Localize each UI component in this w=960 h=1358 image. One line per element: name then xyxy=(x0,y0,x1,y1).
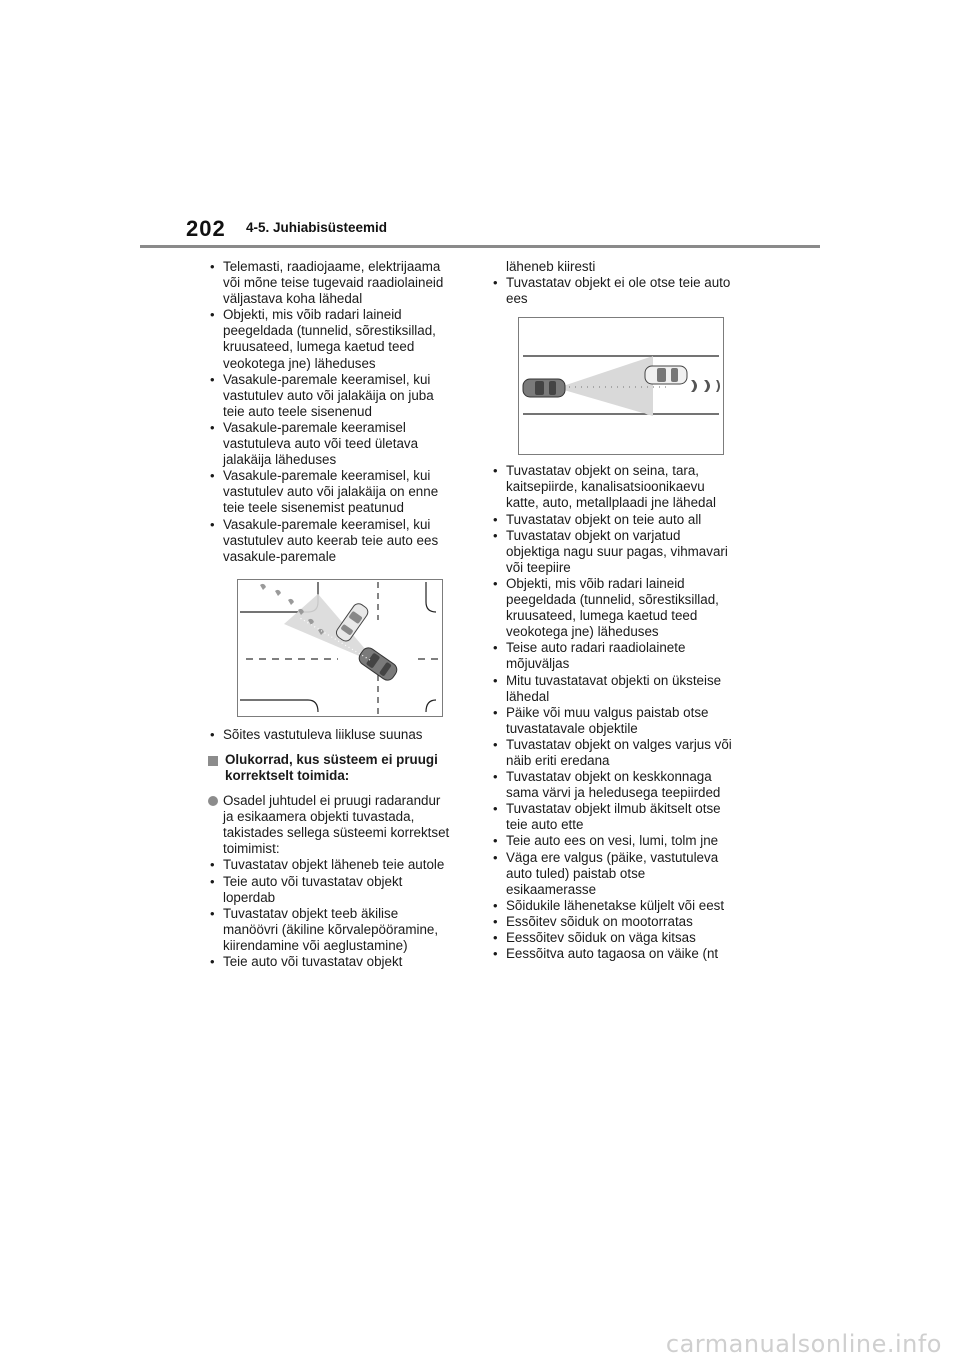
page-number: 202 xyxy=(186,216,226,241)
bullet-text-line: lähedal xyxy=(506,688,550,704)
bullet-text-line: • Tuvastatav objekt on keskkonnaga xyxy=(506,769,712,785)
bullet-item xyxy=(491,259,753,275)
bullet-text-line: veokotega jne) läheduses xyxy=(223,355,376,371)
bullet-text-line: peegeldada (tunnelid, sõrestiksillad, xyxy=(223,323,436,339)
circle-marker-icon xyxy=(208,796,218,806)
bullet-text-line: • Tuvastatav objekt on varjatud xyxy=(506,527,681,543)
bullet-item xyxy=(491,930,753,946)
bullet-item xyxy=(491,914,753,930)
right-column xyxy=(491,259,753,962)
bullet-text-line: • Tuvastatav objekt on valges varjus või xyxy=(506,736,732,752)
bullet-text-line: • Eessõitev sõiduk on väga kitsas xyxy=(506,930,696,945)
bullet-text-line: • Sõidukile lähenetakse küljelt või eest xyxy=(506,897,725,913)
bullet-text-line: • Vasakule-paremale keeramisel, kui xyxy=(223,371,431,387)
bullet-text-line: või mõne teise tugevaid raadiolaineid xyxy=(223,275,444,291)
watermark: carmanualsonline.info xyxy=(665,1330,942,1358)
bullet-text-line: vasakule-paremale xyxy=(223,548,337,564)
text-line: Osadel juhtudel ei pruugi radarandur xyxy=(223,793,441,809)
bullet-text-line: sama värvi ja heledusega teepiirded xyxy=(506,785,721,801)
square-marker-icon xyxy=(208,756,218,766)
bullet-text-line: veokotega jne) läheduses xyxy=(506,624,659,640)
left-bullet-list-bottom xyxy=(208,857,470,970)
bullet-text-line: • Tuvastatav objekt on seina, tara, xyxy=(506,463,700,479)
text-line: Olukorrad, kus süsteem ei pruugi xyxy=(225,751,438,767)
bullet-text-line: • Eessõitva auto tagaosa on väike (nt xyxy=(506,946,719,962)
bullet-text-line: vastutulev auto keerab teie auto ees xyxy=(223,532,439,548)
text-line: toimimist: xyxy=(223,841,280,857)
bullet-text-line: näib eriti eredana xyxy=(506,752,610,768)
bullet-text-line: teie auto ette xyxy=(506,817,584,833)
bullet-text-line: vastutuleva auto või teed ületava xyxy=(223,436,419,452)
bullet-text-line: esikaamerasse xyxy=(506,881,597,897)
bullet-item xyxy=(208,727,470,743)
bullet-text-line: katte, auto, metallplaadi jne lähedal xyxy=(506,495,716,511)
bullet-text-line: vastutulev auto või jalakäija on juba xyxy=(223,387,434,403)
left-bullet-list-top xyxy=(208,259,470,565)
bullet-item xyxy=(208,517,470,565)
bullet-text-line: • Päike või muu valgus paistab otse xyxy=(506,704,709,720)
bullet-item xyxy=(491,512,753,528)
bullet-item xyxy=(491,640,753,672)
bullet-text-line: • Tuvastatav objekt läheneb teie autole xyxy=(223,857,445,873)
bullet-text-line: • Tuvastatav objekt ilmub äkitselt otse xyxy=(506,801,721,817)
bullet-item xyxy=(491,946,753,962)
bullet-item xyxy=(208,857,470,873)
bullet-text-line: • Teise auto radari raadiolainete xyxy=(506,640,686,656)
bullet-item xyxy=(491,275,753,307)
bullet-text-line: • Essõitev sõiduk on mootorratas xyxy=(506,913,693,929)
bullet-item xyxy=(208,874,470,906)
bullet-text-line: manöövri (äkiline kõrvalepööramine, xyxy=(223,921,439,937)
bullet-text-line: teie auto teele sisenenud xyxy=(223,403,372,419)
bullet-text-line: • Vasakule-paremale keeramisel, kui xyxy=(223,516,431,532)
bullet-text-line: • Telemasti, raadiojaame, elektrijaama xyxy=(223,259,441,274)
bullet-text-line: kruusateed, lumega kaetud teed xyxy=(223,339,415,355)
bullet-text-line: peegeldada (tunnelid, sõrestiksillad, xyxy=(506,592,719,608)
bullet-text-line: • Vasakule-paremale keeramisel xyxy=(223,419,406,435)
bullet-text-line: • Teie auto või tuvastatav objekt xyxy=(223,954,403,969)
bullet-item xyxy=(491,801,753,833)
text-line: takistades sellega süsteemi korrektset xyxy=(223,825,450,841)
bullet-text-line: • Objekti, mis võib radari laineid xyxy=(223,307,402,323)
bullet-text-line: • Objekti, mis võib radari laineid xyxy=(506,575,685,591)
text-line: ja esikaamera objekti tuvastada, xyxy=(223,809,415,825)
left-column xyxy=(208,259,470,970)
bullet-item xyxy=(491,850,753,898)
bullet-item xyxy=(491,528,753,576)
bullet-item xyxy=(208,906,470,954)
offset-target-diagram xyxy=(519,318,723,454)
subheading xyxy=(208,752,470,784)
bullet-text-line: jalakäija läheduses xyxy=(223,452,337,468)
offset-target-figure xyxy=(518,317,724,455)
header-rule xyxy=(140,245,820,248)
bullet-text-line: mõjuväljas xyxy=(506,656,570,672)
right-bullet-list-bottom xyxy=(491,463,753,962)
bullet-item xyxy=(208,259,470,307)
right-bullet-list-top xyxy=(491,275,753,307)
bullet-item xyxy=(491,737,753,769)
bullet-text-line: läheneb kiiresti xyxy=(506,259,596,274)
bullet-item xyxy=(208,372,470,420)
bullet-text-line: • Tuvastatav objekt teeb äkilise xyxy=(223,905,399,921)
bullet-text-line: • Tuvastatav objekt on teie auto all xyxy=(506,511,702,527)
bullet-text-line: • Väga ere valgus (päike, vastutuleva xyxy=(506,849,719,865)
bullet-item xyxy=(208,468,470,516)
bullet-text-line: kaitsepiirde, kanalisatsioonikaevu xyxy=(506,479,705,495)
bullet-item xyxy=(491,673,753,705)
bullet-item xyxy=(491,463,753,511)
bullet-text-line: • Teie auto ees on vesi, lumi, tolm jne xyxy=(506,833,719,849)
bullet-text-line: objektiga nagu suur pagas, vihmavari xyxy=(506,543,728,559)
bullet-item xyxy=(491,705,753,737)
bullet-text-line: ees xyxy=(506,291,528,307)
bullet-text-line: väljastava koha lähedal xyxy=(223,291,363,307)
text-line: korrektselt toimida: xyxy=(225,767,350,783)
bullet-text-line: • Mitu tuvastatavat objekti on üksteise xyxy=(506,672,722,688)
bullet-text-line: • Vasakule-paremale keeramisel, kui xyxy=(223,468,431,484)
turning-intersection-figure xyxy=(237,579,443,717)
bullet-item xyxy=(208,307,470,371)
bullet-item xyxy=(491,898,753,914)
bullet-item xyxy=(491,833,753,849)
right-continuation xyxy=(491,259,753,275)
bullet-item xyxy=(491,769,753,801)
bullet-item xyxy=(208,420,470,468)
intro-paragraph xyxy=(208,793,470,857)
bullet-text-line: • Tuvastatav objekt ei ole otse teie auto xyxy=(506,275,731,291)
bullet-text-line: vastutulev auto või jalakäija on enne xyxy=(223,484,439,500)
turning-intersection-diagram xyxy=(238,580,442,716)
bullet-text-line: tuvastatavale objektile xyxy=(506,720,638,736)
bullet-text-line: • Teie auto või tuvastatav objekt xyxy=(223,873,403,889)
bullet-text-line: auto tuled) paistab otse xyxy=(506,865,646,881)
bullet-text-line: kruusateed, lumega kaetud teed xyxy=(506,608,698,624)
left-bullet-after-figure xyxy=(208,727,470,743)
bullet-text-line: kiirendamine või aeglustamine) xyxy=(223,937,408,953)
bullet-text-line: või teepiire xyxy=(506,559,571,575)
bullet-item xyxy=(491,576,753,640)
bullet-text-line: teie teele sisenemist peatunud xyxy=(223,500,404,516)
bullet-item xyxy=(208,954,470,970)
section-title: 4-5. Juhiabisüsteemid xyxy=(246,220,388,235)
bullet-text-line: loperdab xyxy=(223,889,276,905)
bullet-text-line: • Sõites vastutuleva liikluse suunas xyxy=(223,726,423,742)
